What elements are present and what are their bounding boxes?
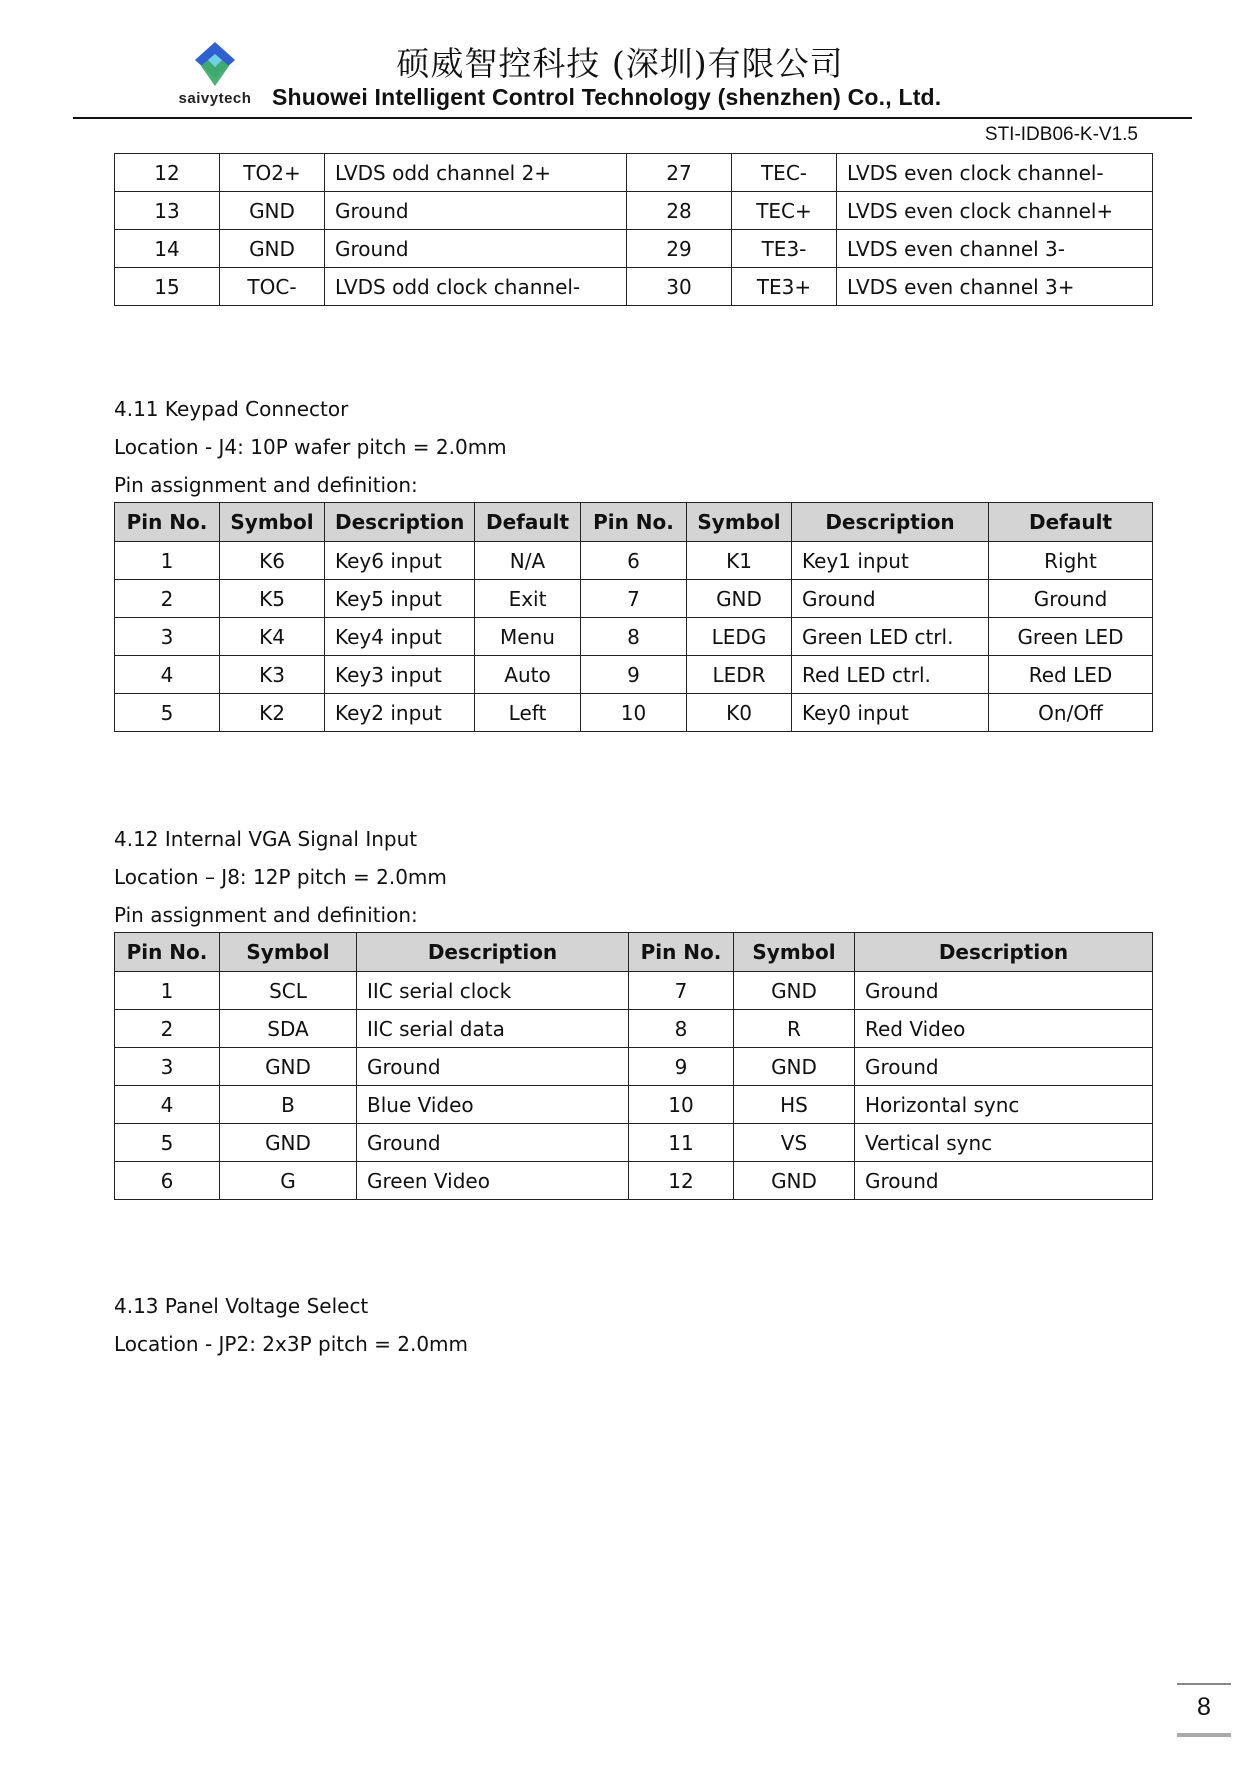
column-header: Description: [357, 933, 629, 972]
pin-number: 3: [115, 618, 220, 656]
pin-number: 10: [629, 1086, 734, 1124]
pin-symbol: K4: [220, 618, 325, 656]
column-header: Default: [989, 503, 1153, 542]
pin-description: LVDS even clock channel+: [837, 192, 1153, 230]
pin-description: Ground: [855, 1162, 1153, 1200]
pin-symbol: R: [734, 1010, 855, 1048]
pin-number: 10: [581, 694, 687, 732]
pin-number: 27: [627, 154, 732, 192]
pin-symbol: HS: [734, 1086, 855, 1124]
pin-number: 2: [115, 580, 220, 618]
pin-description: Blue Video: [357, 1086, 629, 1124]
pin-description: IIC serial data: [357, 1010, 629, 1048]
pin-description: Key4 input: [325, 618, 475, 656]
pin-number: 7: [629, 972, 734, 1010]
pin-number: 12: [115, 154, 220, 192]
pin-default: Green LED: [989, 618, 1153, 656]
table-row: [115, 972, 1153, 1010]
pin-description: Ground: [325, 192, 627, 230]
pin-number: 1: [115, 972, 220, 1010]
pin-description: Green LED ctrl.: [792, 618, 989, 656]
table-row: [115, 1048, 1153, 1086]
pin-number: 6: [581, 542, 687, 580]
pin-description: Key1 input: [792, 542, 989, 580]
pin-number: 13: [115, 192, 220, 230]
pin-description: LVDS even clock channel-: [837, 154, 1153, 192]
pin-symbol: GND: [734, 1048, 855, 1086]
section-assign-label: Pin assignment and definition:: [114, 903, 418, 927]
table-row: [115, 230, 1153, 268]
pin-number: 3: [115, 1048, 220, 1086]
table-row: [115, 580, 1153, 618]
table-row: [115, 1010, 1153, 1048]
column-header: Pin No.: [115, 503, 220, 542]
pin-symbol: LEDG: [687, 618, 792, 656]
column-header: Pin No.: [629, 933, 734, 972]
pin-description: IIC serial clock: [357, 972, 629, 1010]
table-row: [115, 154, 1153, 192]
column-header: Pin No.: [581, 503, 687, 542]
company-logo: [155, 40, 275, 110]
pin-number: 1: [115, 542, 220, 580]
company-name-english: Shuowei Intelligent Control Technology (shenzhen) Co., Ltd.: [272, 84, 942, 110]
pin-default: Auto: [475, 656, 581, 694]
pin-symbol: GND: [734, 972, 855, 1010]
column-header: Symbol: [734, 933, 855, 972]
pin-default: Red LED: [989, 656, 1153, 694]
section-location: Location - J4: 10P wafer pitch = 2.0mm: [114, 435, 507, 459]
table-row: [115, 1086, 1153, 1124]
table-row: [115, 542, 1153, 580]
pin-description: Ground: [325, 230, 627, 268]
page-header: [0, 0, 1257, 145]
pin-description: Ground: [792, 580, 989, 618]
pin-symbol: SCL: [220, 972, 357, 1010]
table-row: [115, 1124, 1153, 1162]
section-title: 4.12 Internal VGA Signal Input: [114, 827, 418, 851]
table-row: [115, 1162, 1153, 1200]
header-divider: [73, 117, 1192, 119]
pin-symbol: TO2+: [220, 154, 325, 192]
pin-description: Vertical sync: [855, 1124, 1153, 1162]
table-row: [115, 618, 1153, 656]
pin-description: Ground: [855, 972, 1153, 1010]
column-header: Pin No.: [115, 933, 220, 972]
logo-text: saivytech: [178, 90, 252, 107]
pin-symbol: K3: [220, 656, 325, 694]
pin-description: LVDS odd clock channel-: [325, 268, 627, 306]
pin-symbol: GND: [220, 230, 325, 268]
pin-symbol: TE3-: [732, 230, 837, 268]
pin-number: 12: [629, 1162, 734, 1200]
pin-default: Ground: [989, 580, 1153, 618]
pin-number: 8: [581, 618, 687, 656]
pin-description: Key6 input: [325, 542, 475, 580]
pin-number: 5: [115, 694, 220, 732]
section-title: 4.11 Keypad Connector: [114, 397, 349, 421]
pin-number: 29: [627, 230, 732, 268]
table-header-row: [115, 933, 1153, 972]
pin-description: Key3 input: [325, 656, 475, 694]
pin-symbol: SDA: [220, 1010, 357, 1048]
pin-number: 28: [627, 192, 732, 230]
vga-section: [114, 820, 447, 934]
pin-number: 5: [115, 1124, 220, 1162]
keypad-pin-table: [114, 502, 1153, 732]
table-header-row: [115, 503, 1153, 542]
pin-symbol: TEC+: [732, 192, 837, 230]
pin-number: 8: [629, 1010, 734, 1048]
pin-number: 7: [581, 580, 687, 618]
section-location: Location – J8: 12P pitch = 2.0mm: [114, 865, 447, 889]
pin-default: On/Off: [989, 694, 1153, 732]
pin-description: Red LED ctrl.: [792, 656, 989, 694]
panel-voltage-section: [114, 1287, 468, 1363]
pin-description: Ground: [357, 1048, 629, 1086]
table-row: [115, 656, 1153, 694]
logo-diamond-icon: [189, 40, 241, 88]
pin-description: Key5 input: [325, 580, 475, 618]
column-header: Symbol: [220, 503, 325, 542]
pin-default: N/A: [475, 542, 581, 580]
vga-pin-table: [114, 932, 1153, 1200]
column-header: Symbol: [220, 933, 357, 972]
pin-description: LVDS even channel 3+: [837, 268, 1153, 306]
pin-symbol: TOC-: [220, 268, 325, 306]
section-location: Location - JP2: 2x3P pitch = 2.0mm: [114, 1332, 469, 1356]
pin-description: LVDS even channel 3-: [837, 230, 1153, 268]
table-row: [115, 694, 1153, 732]
pin-number: 6: [115, 1162, 220, 1200]
keypad-section: [114, 390, 507, 504]
pin-number: 4: [115, 656, 220, 694]
pin-number: 2: [115, 1010, 220, 1048]
company-name-chinese: 硕威智控科技 (深圳)有限公司: [396, 44, 844, 83]
pin-number: 9: [581, 656, 687, 694]
pin-symbol: TE3+: [732, 268, 837, 306]
pin-default: Menu: [475, 618, 581, 656]
table-row: [115, 192, 1153, 230]
pin-symbol: B: [220, 1086, 357, 1124]
pin-number: 9: [629, 1048, 734, 1086]
page-number-box: [1177, 1683, 1231, 1737]
pin-symbol: GND: [687, 580, 792, 618]
pin-description: LVDS odd channel 2+: [325, 154, 627, 192]
section-title: 4.13 Panel Voltage Select: [114, 1294, 369, 1318]
document-code: STI-IDB06-K-V1.5: [984, 124, 1138, 145]
pin-description: Ground: [357, 1124, 629, 1162]
section-assign-label: Pin assignment and definition:: [114, 473, 418, 497]
pin-default: Exit: [475, 580, 581, 618]
column-header: Description: [855, 933, 1153, 972]
column-header: Description: [325, 503, 475, 542]
pin-symbol: TEC-: [732, 154, 837, 192]
pin-symbol: K6: [220, 542, 325, 580]
table-row: [115, 268, 1153, 306]
lvds-pin-table: [114, 153, 1153, 306]
pin-description: Key0 input: [792, 694, 989, 732]
pin-description: Horizontal sync: [855, 1086, 1153, 1124]
pin-symbol: K1: [687, 542, 792, 580]
pin-symbol: GND: [220, 1124, 357, 1162]
pin-description: Green Video: [357, 1162, 629, 1200]
pin-number: 30: [627, 268, 732, 306]
pin-number: 14: [115, 230, 220, 268]
pin-number: 4: [115, 1086, 220, 1124]
column-header: Description: [792, 503, 989, 542]
pin-symbol: GND: [220, 192, 325, 230]
pin-description: Red Video: [855, 1010, 1153, 1048]
page-number: 8: [1197, 1693, 1211, 1721]
pin-symbol: K2: [220, 694, 325, 732]
pin-symbol: VS: [734, 1124, 855, 1162]
pin-symbol: K5: [220, 580, 325, 618]
pin-symbol: G: [220, 1162, 357, 1200]
pin-default: Right: [989, 542, 1153, 580]
pin-description: Ground: [855, 1048, 1153, 1086]
pin-default: Left: [475, 694, 581, 732]
pin-symbol: K0: [687, 694, 792, 732]
column-header: Default: [475, 503, 581, 542]
pin-number: 11: [629, 1124, 734, 1162]
column-header: Symbol: [687, 503, 792, 542]
pin-symbol: GND: [220, 1048, 357, 1086]
pin-description: Key2 input: [325, 694, 475, 732]
pin-symbol: LEDR: [687, 656, 792, 694]
pin-symbol: GND: [734, 1162, 855, 1200]
pin-number: 15: [115, 268, 220, 306]
